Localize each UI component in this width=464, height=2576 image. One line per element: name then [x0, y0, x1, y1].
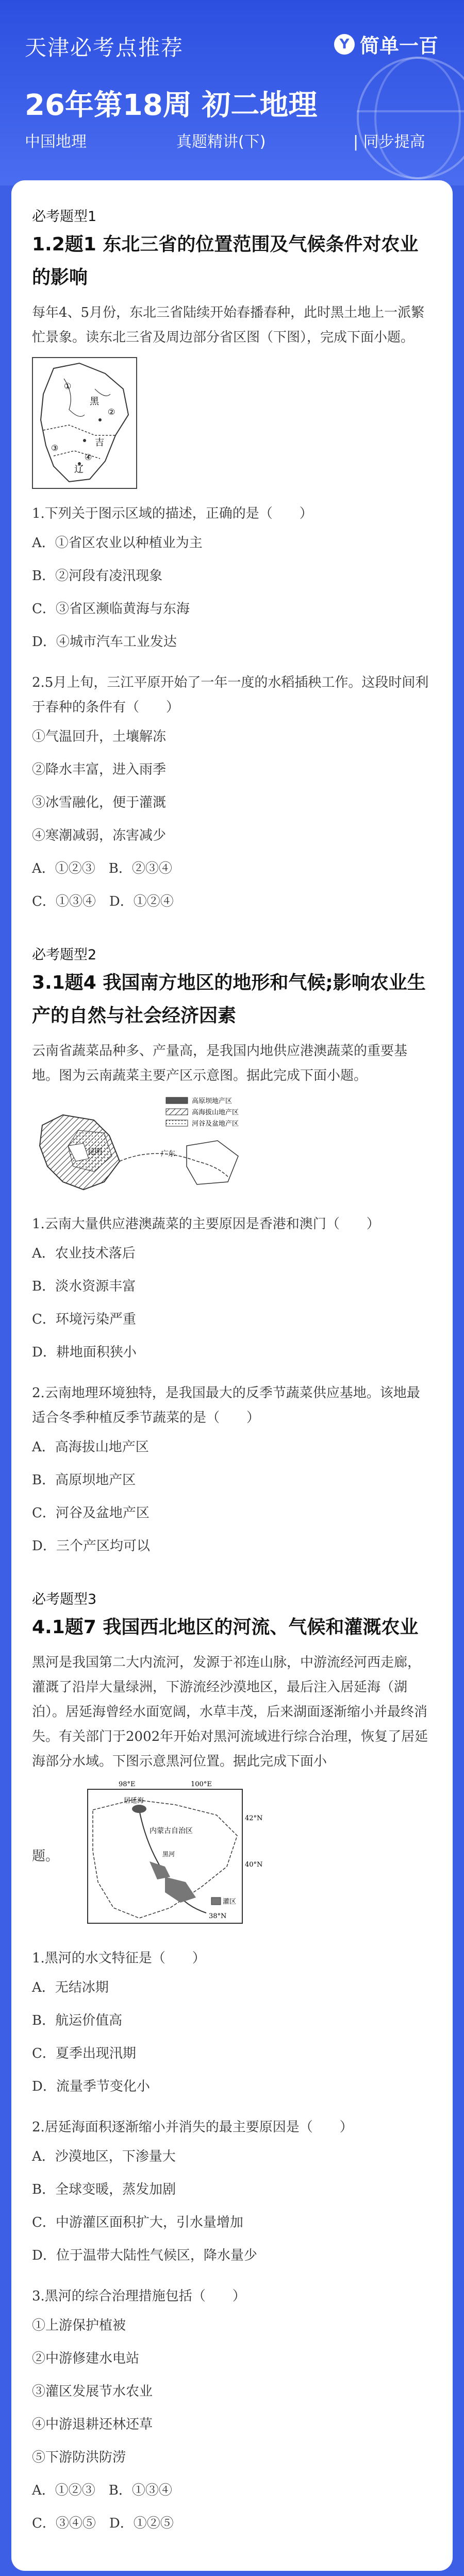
option[interactable]: A．沙漠地区，下渗量大: [32, 2149, 176, 2164]
map-label: 40°N: [245, 1861, 263, 1869]
map-label: 内蒙古自治区: [150, 1827, 193, 1835]
section-title: 4.1题7 我国西北地区的河流、气候和灌溉农业: [32, 1617, 419, 1638]
map-label: 42°N: [245, 1815, 263, 1822]
measure-item: ③灌区发展节水农业: [32, 2384, 153, 2399]
map-label: 98°E: [119, 1781, 136, 1788]
app-title: 天津必考点推荐: [25, 35, 184, 60]
content-card: [11, 180, 453, 2571]
level-label: | 同步提高: [353, 133, 425, 151]
option[interactable]: A．农业技术落后: [32, 1246, 136, 1261]
legend-label: 高原坝地产区: [192, 1097, 233, 1105]
section-intro: 黑河是我国第二大内流河，发源于祁连山脉，中游流经河西走廊，灌溉了沿岸大量绿洲，下游流经沙漠地区，最后注入居延海（湖泊）。居延海曾经水面宽阔，水草丰茂，后来湖面逐渐缩小并最终消失。有关部门于2002年开始对黑河流域进行综合治理，恢复了居延海部分水域。下图示意黑河位置。据此完成下面小: [32, 1655, 428, 1769]
yunnan-map: [32, 1094, 274, 1197]
option[interactable]: D．耕地面积狭小: [32, 1345, 137, 1360]
header-banner: [0, 0, 464, 185]
option[interactable]: D．三个产区均可以: [32, 1538, 150, 1554]
legend-swatch: [166, 1109, 188, 1115]
map-label: 居延海: [124, 1797, 144, 1805]
heihe-map-row: [32, 1779, 432, 1934]
map-label: ②: [108, 407, 115, 417]
section-intro: 云南省蔬菜品种多、产量高，是我国内地供应港澳蔬菜的重要基地。图为云南蔬菜主要产区示意图。据此完成下面小题。: [32, 1043, 408, 1083]
option[interactable]: A．①②③ B．①③④: [32, 2483, 172, 2498]
yunnan-map-drawing: [32, 1094, 274, 1197]
option[interactable]: C．河谷及盆地产区: [32, 1505, 150, 1521]
option[interactable]: A．无结冰期: [32, 1980, 109, 1995]
measure-item: ⑤下游防洪防涝: [32, 2450, 126, 2465]
topic-label: 真题精讲(下): [176, 133, 266, 151]
legend-label: 高海拔山地产区: [192, 1109, 239, 1116]
legend-swatch: [166, 1097, 188, 1104]
section-intro: 每年4、5月份，东北三省陆续开始春播春种，此时黑土地上一派繁忙景象。读东北三省及周边部分省区图（下图），完成下面小题。: [32, 305, 425, 345]
map-label: 吉: [95, 437, 104, 448]
legend-swatch: [211, 1897, 221, 1905]
measure-item: ②中游修建水电站: [32, 2351, 140, 2366]
condition-item: ②降水丰富，进入雨季: [32, 762, 167, 777]
question-stem: 1.黑河的水文特征是（ ）: [32, 1951, 206, 1966]
condition-item: ①气温回升，土壤解冻: [32, 729, 167, 744]
option[interactable]: D．流量季节变化小: [32, 2079, 150, 2094]
map-label: 黑河: [162, 1851, 175, 1858]
brand-name: 简单一百: [359, 35, 438, 57]
option[interactable]: B．淡水资源丰富: [32, 1279, 136, 1294]
page-title: 26年第18周 初二地理: [25, 89, 318, 122]
section-title: 3.1题4 我国南方地区的地形和气候;影响农业生产的自然与社会经济因素: [32, 972, 426, 1026]
northeast-map-drawing: [33, 358, 136, 488]
map-label: ④: [85, 452, 92, 462]
globe-decoration-icon: [357, 57, 464, 179]
option[interactable]: C．环境污染严重: [32, 1312, 136, 1327]
option[interactable]: D．位于温带大陆性气候区，降水量少: [32, 2248, 257, 2263]
question-stem: 2.居延海面积逐渐缩小并消失的最主要原因是（ ）: [32, 2120, 353, 2135]
section-intro-tail: 题。: [32, 1849, 59, 1864]
question-stem: 1.下列关于图示区域的描述，正确的是（ ）: [32, 506, 313, 521]
option[interactable]: A．高海拔山地产区: [32, 1439, 149, 1455]
section-1: [32, 205, 432, 927]
map-label: 昆明: [88, 1148, 102, 1156]
section-category: 必考题型1: [32, 209, 97, 225]
option[interactable]: C．①③④ D．①②④: [32, 894, 174, 909]
heihe-map-drawing: [62, 1779, 268, 1934]
section-category: 必考题型3: [32, 1591, 97, 1607]
section-category: 必考题型2: [32, 947, 97, 963]
map-label: 辽: [74, 464, 84, 475]
option[interactable]: B．全球变暖，蒸发加剧: [32, 2182, 176, 2197]
map-label: 100°E: [191, 1781, 212, 1788]
option[interactable]: B．高原坝地产区: [32, 1472, 136, 1488]
measure-item: ④中游退耕还林还草: [32, 2417, 153, 2432]
option[interactable]: C．③省区濒临黄海与东海: [32, 601, 190, 617]
map-label: 38°N: [209, 1912, 227, 1920]
legend-label: 灌区: [223, 1898, 237, 1906]
question-stem: 1.云南大量供应港澳蔬菜的主要原因是香港和澳门（ ）: [32, 1216, 380, 1232]
option[interactable]: C．③④⑤ D．①②⑤: [32, 2516, 174, 2531]
brand: [334, 30, 438, 58]
option[interactable]: C．中游灌区面积扩大，引水量增加: [32, 2215, 243, 2230]
measure-item: ①上游保护植被: [32, 2318, 126, 2333]
option[interactable]: A．①省区农业以种植业为主: [32, 535, 203, 551]
section-2: [32, 943, 432, 1571]
map-label: ①: [64, 381, 72, 391]
option[interactable]: C．夏季出现汛期: [32, 2046, 136, 2061]
subject-label: 中国地理: [25, 133, 87, 151]
question-stem: 3.黑河的综合治理措施包括（ ）: [32, 2289, 246, 2304]
legend-label: 河谷及盆地产区: [192, 1120, 239, 1128]
section-3: [32, 1588, 432, 2549]
map-label: 广东: [161, 1150, 175, 1158]
question-stem: 2.5月上旬，三江平原开始了一年一度的水稻插秧工作。这段时间利于春种的条件有（ ）: [32, 675, 429, 715]
heihe-map: [62, 1779, 268, 1934]
option[interactable]: D．④城市汽车工业发达: [32, 634, 177, 650]
option[interactable]: A．①②③ B．②③④: [32, 861, 172, 876]
legend-swatch: [166, 1120, 188, 1126]
map-label: ③: [51, 443, 59, 453]
section-title: 1.2题1 东北三省的位置范围及气候条件对农业的影响: [32, 234, 419, 288]
brand-logo-icon: Y: [334, 34, 355, 55]
option[interactable]: B．航运价值高: [32, 2013, 123, 2028]
northeast-map: [32, 357, 137, 489]
map-label: 黑: [90, 396, 99, 407]
condition-item: ④寒潮减弱，冻害减少: [32, 828, 167, 843]
question-stem: 2.云南地理环境独特，是我国最大的反季节蔬菜供应基地。该地最适合冬季种植反季节蔬菜的是（ ）: [32, 1385, 420, 1426]
condition-item: ③冰雪融化，便于灌溉: [32, 795, 167, 810]
option[interactable]: B．②河段有凌汛现象: [32, 568, 163, 584]
